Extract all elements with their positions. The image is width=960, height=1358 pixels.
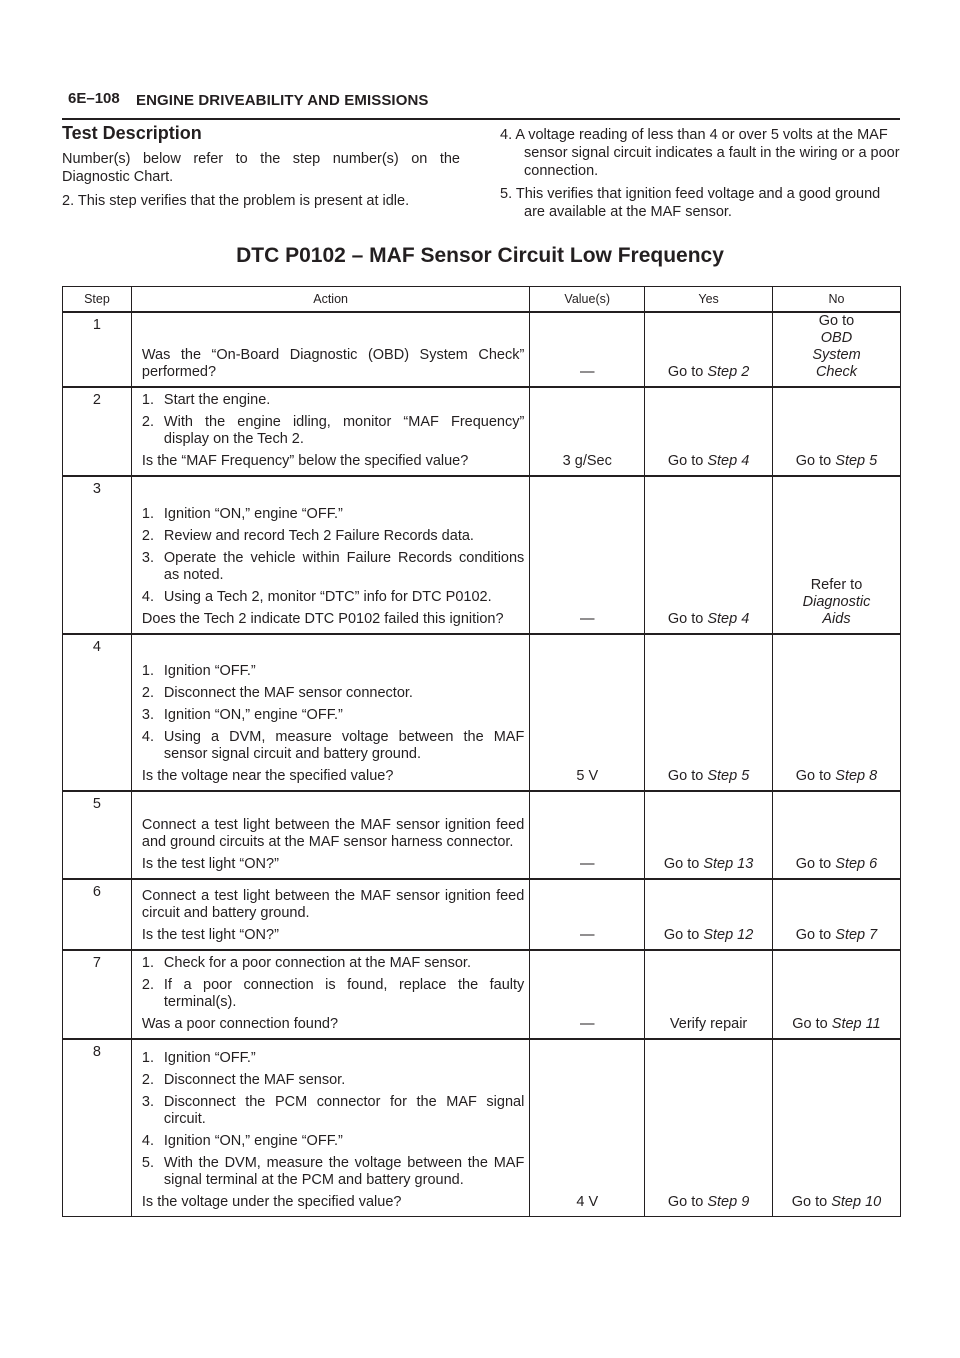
action-step-number: 2. — [141, 1071, 154, 1088]
action-cell — [131, 1039, 529, 1216]
no-prefix: Go to — [792, 1016, 828, 1032]
section-title: ENGINE DRIVEABILITY AND EMISSIONS — [136, 92, 429, 109]
header-action: Action — [131, 287, 529, 313]
no-step-ref: Step 6 — [835, 856, 878, 872]
action-step — [142, 955, 524, 972]
action-step-number: 4. — [141, 729, 154, 745]
action-step-text: Check for a poor connection at the MAF sensor. — [163, 955, 471, 971]
yes-prefix: Go to — [663, 856, 700, 872]
yes-prefix: Go to — [667, 768, 704, 784]
no-step-ref: Step 8 — [835, 768, 878, 784]
test-description-note: 5. This verifies that ignition feed voltage and a good ground are available at the MAF sensor. — [500, 186, 881, 220]
test-description-note: 4. A voltage reading of less than 4 or over 5 volts at the MAF sensor signal circuit indicates a fault in the wiring or a poor connection. — [500, 127, 900, 179]
action-step-number: 2. — [141, 414, 154, 430]
value-cell: 4 V — [530, 1039, 645, 1216]
no-step-ref: OBD System Check — [812, 330, 861, 380]
action-step — [142, 663, 524, 680]
table-row — [63, 791, 901, 879]
dtc-title: DTC P0102 – MAF Sensor Circuit Low Frequency — [236, 244, 724, 267]
yes-step-ref: Step 9 — [707, 1193, 750, 1210]
no-prefix: Go to — [795, 927, 832, 943]
action-step-text: Ignition “ON,” engine “OFF.” — [163, 707, 343, 723]
yes-prefix: Verify repair — [669, 1016, 748, 1032]
action-step — [142, 528, 524, 545]
action-step-number: 1. — [141, 955, 154, 971]
action-step-text: Start the engine. — [163, 392, 271, 408]
action-step — [142, 1133, 524, 1150]
yes-step-ref: Step 4 — [707, 611, 750, 627]
action-step-text: Operate the vehicle within Failure Records conditions as noted. — [163, 550, 525, 583]
test-description-note: 2. This step verifies that the problem is present at idle. — [62, 193, 410, 209]
page-number: 6E–108 — [68, 90, 120, 107]
yes-cell — [645, 791, 773, 879]
action-step — [142, 1050, 524, 1067]
test-description-continued — [500, 126, 900, 226]
yes-prefix: Go to — [667, 364, 704, 380]
action-question: Does the Tech 2 indicate DTC P0102 failed this ignition? — [141, 611, 504, 627]
step-number: 2 — [63, 387, 132, 476]
value-cell: — — [530, 950, 645, 1039]
yes-prefix: Go to — [663, 927, 700, 943]
step-number: 8 — [63, 1039, 132, 1216]
action-step-text: With the engine idling, monitor “MAF Frequency” display on the Tech 2. — [163, 414, 525, 447]
action-step-number: 3. — [141, 1093, 154, 1110]
action-step — [142, 685, 524, 702]
action-lead: Connect a test light between the MAF sensor ignition feed and ground circuits at the MAF sensor harness connector. — [141, 817, 525, 850]
action-step — [142, 392, 524, 409]
yes-cell — [645, 1039, 773, 1216]
table-row — [63, 879, 901, 950]
table-row — [63, 312, 901, 387]
action-step-number: 2. — [141, 528, 154, 544]
yes-step-ref: Step 4 — [707, 453, 750, 469]
action-step-number: 2. — [141, 685, 154, 701]
value-cell: 3 g/Sec — [530, 387, 645, 476]
yes-step-ref: Step 2 — [707, 364, 750, 380]
value-cell: — — [530, 312, 645, 387]
no-step-ref: Step 10 — [831, 1193, 882, 1210]
action-question: Is the voltage near the specified value? — [141, 768, 394, 784]
action-cell — [131, 879, 529, 950]
action-step-text: If a poor connection is found, replace the faulty terminal(s). — [163, 977, 525, 1010]
step-number: 3 — [63, 476, 132, 634]
no-prefix: Go to — [791, 1193, 828, 1210]
action-cell — [131, 950, 529, 1039]
no-cell — [772, 387, 900, 476]
action-question: Was a poor connection found? — [141, 1016, 339, 1032]
step-number: 6 — [63, 879, 132, 950]
action-step — [142, 414, 524, 448]
action-question: Is the test light “ON?” — [141, 856, 279, 872]
no-cell — [772, 312, 900, 387]
action-step-number: 5. — [141, 1154, 154, 1171]
action-step — [142, 506, 524, 523]
action-step-text: Ignition “ON,” engine “OFF.” — [163, 506, 343, 522]
action-step-number: 1. — [141, 1049, 154, 1066]
no-prefix: Go to — [795, 453, 832, 469]
step-number: 1 — [63, 312, 132, 387]
table-row — [63, 950, 901, 1039]
value-cell: 5 V — [530, 634, 645, 791]
yes-cell — [645, 634, 773, 791]
action-question: Is the test light “ON?” — [141, 927, 279, 943]
action-question: Is the “MAF Frequency” below the specified value? — [141, 453, 469, 469]
action-step-number: 4. — [141, 589, 154, 605]
value-cell: — — [530, 879, 645, 950]
action-step-text: Disconnect the PCM connector for the MAF signal circuit. — [163, 1093, 525, 1127]
no-step-ref: Step 11 — [831, 1016, 881, 1032]
action-cell — [131, 791, 529, 879]
header-yes: Yes — [645, 287, 773, 313]
action-question: Is the voltage under the specified value? — [141, 1193, 402, 1210]
action-step-text: Ignition “OFF.” — [163, 663, 256, 679]
action-step — [142, 977, 524, 1011]
action-step-text: With the DVM, measure the voltage between the MAF signal terminal at the PCM and battery ground. — [163, 1154, 525, 1188]
action-step-text: Ignition “ON,” engine “OFF.” — [163, 1132, 343, 1149]
action-step-number: 2. — [141, 977, 154, 993]
yes-prefix: Go to — [667, 611, 704, 627]
yes-cell — [645, 879, 773, 950]
no-step-ref: Step 5 — [835, 453, 878, 469]
value-cell: — — [530, 791, 645, 879]
no-cell — [772, 950, 900, 1039]
action-step-number: 1. — [141, 663, 154, 679]
action-step-number: 3. — [141, 550, 154, 566]
no-cell — [772, 879, 900, 950]
test-description-heading: Test Description — [62, 123, 202, 143]
action-step-number: 1. — [141, 506, 154, 522]
action-step-number: 4. — [141, 1132, 154, 1149]
action-step — [142, 729, 524, 763]
no-step-ref: Diagnostic Aids — [802, 594, 871, 627]
yes-cell — [645, 476, 773, 634]
step-number: 7 — [63, 950, 132, 1039]
action-step — [142, 1094, 524, 1128]
action-step-text: Using a Tech 2, monitor “DTC” info for DTC P0102. — [163, 589, 492, 605]
action-step-text: Disconnect the MAF sensor. — [163, 1071, 346, 1088]
action-cell — [131, 476, 529, 634]
test-description-intro: Number(s) below refer to the step number(s) on the Diagnostic Chart. — [62, 151, 460, 185]
action-cell — [131, 387, 529, 476]
no-prefix: Refer to — [810, 577, 863, 593]
action-step — [142, 707, 524, 724]
action-step-text: Ignition “OFF.” — [163, 1049, 256, 1066]
yes-step-ref: Step 13 — [703, 856, 754, 872]
test-description — [62, 124, 460, 216]
action-cell — [131, 634, 529, 791]
action-lead: Connect a test light between the MAF sensor ignition feed circuit and battery ground. — [141, 888, 525, 921]
yes-prefix: Go to — [667, 453, 704, 469]
action-step-text: Review and record Tech 2 Failure Records data. — [163, 528, 474, 544]
header-step: Step — [63, 287, 132, 313]
table-row — [63, 476, 901, 634]
page-header — [62, 88, 900, 120]
action-step — [142, 1072, 524, 1089]
no-cell — [772, 1039, 900, 1216]
action-step — [142, 589, 524, 606]
header-values: Value(s) — [530, 287, 645, 313]
action-step-text: Disconnect the MAF sensor connector. — [163, 685, 413, 701]
no-step-ref: Step 7 — [835, 927, 878, 943]
no-cell — [772, 476, 900, 634]
yes-step-ref: Step 5 — [707, 768, 750, 784]
action-cell — [131, 312, 529, 387]
no-prefix: Go to — [818, 313, 855, 329]
diagnostic-table — [62, 286, 901, 1217]
no-cell — [772, 634, 900, 791]
no-prefix: Go to — [795, 856, 832, 872]
header-no: No — [772, 287, 900, 313]
action-question: Was the “On-Board Diagnostic (OBD) System Check” performed? — [141, 347, 525, 380]
table-row — [63, 1039, 901, 1216]
yes-step-ref: Step 12 — [703, 927, 754, 943]
action-step-number: 1. — [141, 392, 154, 408]
action-step-number: 3. — [141, 707, 154, 723]
action-step-text: Using a DVM, measure voltage between the MAF sensor signal circuit and battery ground. — [163, 729, 525, 762]
yes-prefix: Go to — [667, 1193, 704, 1210]
yes-cell — [645, 387, 773, 476]
action-step — [142, 550, 524, 584]
yes-cell — [645, 312, 773, 387]
table-row — [63, 387, 901, 476]
table-row — [63, 634, 901, 791]
step-number: 4 — [63, 634, 132, 791]
step-number: 5 — [63, 791, 132, 879]
value-cell: — — [530, 476, 645, 634]
no-cell — [772, 791, 900, 879]
yes-cell — [645, 950, 773, 1039]
action-step — [142, 1155, 524, 1189]
table-header-row — [63, 287, 901, 313]
no-prefix: Go to — [795, 768, 832, 784]
